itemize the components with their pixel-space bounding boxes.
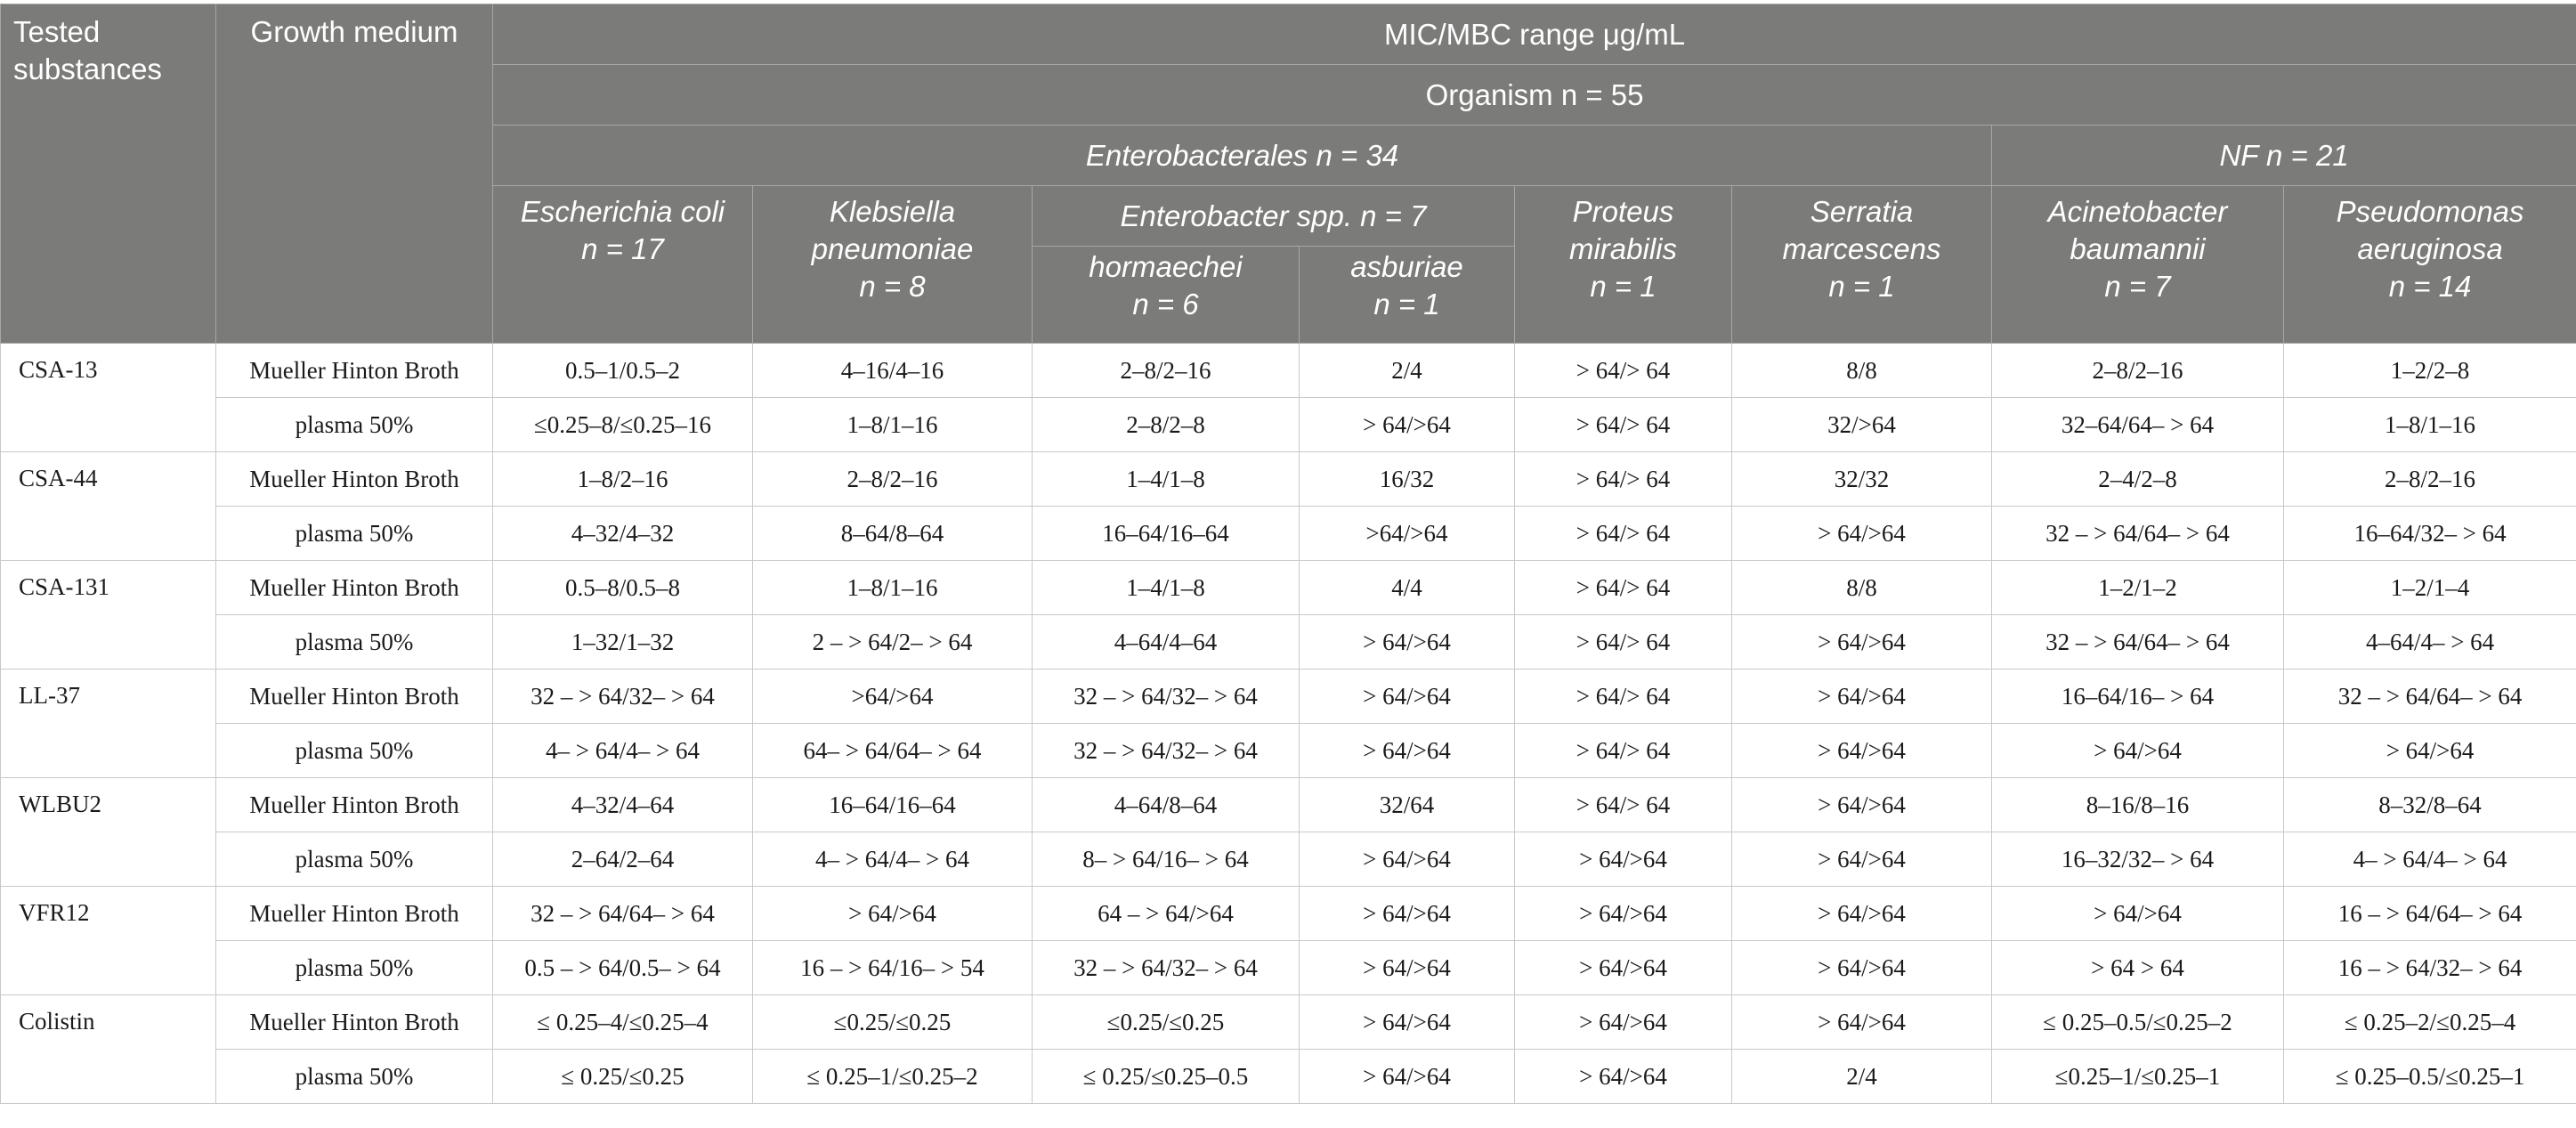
value-cell: 4–16/4–16 [753, 344, 1033, 398]
enterobacter-group-header: Enterobacter spp. n = 7 [1033, 186, 1515, 247]
value-cell: ≤0.25/≤0.25 [1033, 995, 1300, 1050]
value-cell: 16/32 [1300, 452, 1515, 507]
value-cell: > 64/>64 [1732, 507, 1992, 561]
value-cell: 2 – > 64/2– > 64 [753, 615, 1033, 669]
table-row [1, 507, 2576, 561]
value-cell: > 64/>64 [1300, 615, 1515, 669]
table-row [1, 778, 2576, 832]
value-cell: 4–32/4–64 [493, 778, 753, 832]
value-cell: 0.5 – > 64/0.5– > 64 [493, 941, 753, 995]
medium-cell: Mueller Hinton Broth [216, 778, 493, 832]
value-cell: 8/8 [1732, 344, 1992, 398]
value-cell: ≤ 0.25/≤0.25 [493, 1050, 753, 1104]
mic-mbc-table [0, 4, 2576, 1104]
value-cell: > 64/> 64 [1515, 344, 1732, 398]
value-cell: 4– > 64/4– > 64 [2284, 832, 2576, 887]
table-row [1, 941, 2576, 995]
substance-cell: CSA-44 [1, 452, 216, 561]
value-cell: >64/>64 [1300, 507, 1515, 561]
medium-cell: plasma 50% [216, 941, 493, 995]
value-cell: 8–64/8–64 [753, 507, 1033, 561]
value-cell: 32 – > 64/32– > 64 [1033, 724, 1300, 778]
medium-cell: plasma 50% [216, 832, 493, 887]
mic-mbc-header: MIC/MBC range μg/mL [493, 4, 2576, 65]
nf-header: NF n = 21 [1992, 126, 2576, 186]
table-row [1, 452, 2576, 507]
value-cell: ≤ 0.25–4/≤0.25–4 [493, 995, 753, 1050]
table-row [1, 995, 2576, 1050]
value-cell: 64– > 64/64– > 64 [753, 724, 1033, 778]
value-cell: > 64/> 64 [1515, 507, 1732, 561]
table-row [1, 561, 2576, 615]
organism-col-header: Proteus mirabilis n = 1 [1515, 186, 1732, 344]
value-cell: > 64/>64 [1300, 669, 1515, 724]
value-cell: ≤0.25–8/≤0.25–16 [493, 398, 753, 452]
value-cell: 8–32/8–64 [2284, 778, 2576, 832]
medium-cell: Mueller Hinton Broth [216, 344, 493, 398]
value-cell: ≤0.25/≤0.25 [753, 995, 1033, 1050]
value-cell: 2–8/2–16 [1033, 344, 1300, 398]
value-cell: > 64/>64 [1515, 941, 1732, 995]
medium-cell: Mueller Hinton Broth [216, 561, 493, 615]
value-cell: > 64/>64 [1515, 1050, 1732, 1104]
value-cell: 2–8/2–16 [753, 452, 1033, 507]
value-cell: 32 – > 64/32– > 64 [493, 669, 753, 724]
table-row [1, 615, 2576, 669]
value-cell: ≤ 0.25/≤0.25–0.5 [1033, 1050, 1300, 1104]
substance-cell: Colistin [1, 995, 216, 1104]
value-cell: 2–8/2–8 [1033, 398, 1300, 452]
value-cell: 32 – > 64/32– > 64 [1033, 669, 1300, 724]
value-cell: > 64/>64 [1732, 832, 1992, 887]
value-cell: 2–8/2–16 [2284, 452, 2576, 507]
value-cell: > 64/>64 [1515, 995, 1732, 1050]
value-cell: 4–32/4–32 [493, 507, 753, 561]
value-cell: > 64/>64 [1300, 887, 1515, 941]
value-cell: 1–8/1–16 [753, 398, 1033, 452]
value-cell: 1–4/1–8 [1033, 452, 1300, 507]
value-cell: 16 – > 64/16– > 54 [753, 941, 1033, 995]
value-cell: 2–64/2–64 [493, 832, 753, 887]
value-cell: ≤0.25–1/≤0.25–1 [1992, 1050, 2284, 1104]
organism-col-header: Klebsiella pneumoniae n = 8 [753, 186, 1033, 344]
value-cell: > 64/>64 [1732, 995, 1992, 1050]
medium-cell: plasma 50% [216, 1050, 493, 1104]
value-cell: > 64/>64 [1992, 887, 2284, 941]
table-row [1, 724, 2576, 778]
value-cell: 16–32/32– > 64 [1992, 832, 2284, 887]
medium-cell: Mueller Hinton Broth [216, 452, 493, 507]
value-cell: > 64/>64 [1300, 995, 1515, 1050]
value-cell: 8– > 64/16– > 64 [1033, 832, 1300, 887]
value-cell: > 64/>64 [1732, 941, 1992, 995]
medium-cell: Mueller Hinton Broth [216, 669, 493, 724]
value-cell: > 64/> 64 [1515, 561, 1732, 615]
value-cell: > 64/> 64 [1515, 452, 1732, 507]
value-cell: 4–64/4–64 [1033, 615, 1300, 669]
value-cell: 32–64/64– > 64 [1992, 398, 2284, 452]
value-cell: 64 – > 64/>64 [1033, 887, 1300, 941]
growth-medium-header: Growth medium [216, 4, 493, 344]
value-cell: 2/4 [1300, 344, 1515, 398]
value-cell: ≤ 0.25–0.5/≤0.25–1 [2284, 1050, 2576, 1104]
table-row [1, 1050, 2576, 1104]
value-cell: 32 – > 64/32– > 64 [1033, 941, 1300, 995]
medium-cell: plasma 50% [216, 398, 493, 452]
value-cell: > 64/>64 [1300, 832, 1515, 887]
value-cell: 0.5–8/0.5–8 [493, 561, 753, 615]
value-cell: 1–8/1–16 [753, 561, 1033, 615]
table-row [1, 398, 2576, 452]
value-cell: ≤ 0.25–1/≤0.25–2 [753, 1050, 1033, 1104]
organism-col-header: Acinetobacter baumannii n = 7 [1992, 186, 2284, 344]
table-row [1, 887, 2576, 941]
value-cell: > 64/> 64 [1515, 615, 1732, 669]
value-cell: 2–8/2–16 [1992, 344, 2284, 398]
value-cell: 32 – > 64/64– > 64 [1992, 507, 2284, 561]
substance-cell: WLBU2 [1, 778, 216, 887]
value-cell: > 64/> 64 [1515, 778, 1732, 832]
value-cell: > 64/> 64 [1515, 398, 1732, 452]
value-cell: > 64/>64 [1300, 941, 1515, 995]
value-cell: > 64/>64 [1732, 778, 1992, 832]
tested-substances-header: Tested substances [1, 4, 216, 344]
value-cell: 16–64/16–64 [753, 778, 1033, 832]
value-cell: 1–8/2–16 [493, 452, 753, 507]
value-cell: > 64/> 64 [1515, 669, 1732, 724]
value-cell: > 64/>64 [1732, 669, 1992, 724]
organism-col-header: Serratia marcescens n = 1 [1732, 186, 1992, 344]
organism-col-header: Escherichia coli n = 17 [493, 186, 753, 344]
value-cell: >64/>64 [753, 669, 1033, 724]
value-cell: > 64/>64 [2284, 724, 2576, 778]
medium-cell: Mueller Hinton Broth [216, 995, 493, 1050]
value-cell: 8/8 [1732, 561, 1992, 615]
value-cell: > 64/> 64 [1515, 724, 1732, 778]
value-cell: 32/32 [1732, 452, 1992, 507]
organism-col-header: Pseudomonas aeruginosa n = 14 [2284, 186, 2576, 344]
value-cell: 1–2/2–8 [2284, 344, 2576, 398]
value-cell: > 64/>64 [1992, 724, 2284, 778]
value-cell: > 64/>64 [1732, 887, 1992, 941]
value-cell: 1–32/1–32 [493, 615, 753, 669]
value-cell: 32 – > 64/64– > 64 [493, 887, 753, 941]
value-cell: 4–64/8–64 [1033, 778, 1300, 832]
value-cell: > 64/>64 [1300, 724, 1515, 778]
value-cell: 2–4/2–8 [1992, 452, 2284, 507]
medium-cell: plasma 50% [216, 724, 493, 778]
organism-header: Organism n = 55 [493, 65, 2576, 126]
value-cell: 1–2/1–4 [2284, 561, 2576, 615]
substance-cell: VFR12 [1, 887, 216, 995]
value-cell: 32/>64 [1732, 398, 1992, 452]
medium-cell: Mueller Hinton Broth [216, 887, 493, 941]
value-cell: 32/64 [1300, 778, 1515, 832]
value-cell: > 64/>64 [753, 887, 1033, 941]
value-cell: 16 – > 64/64– > 64 [2284, 887, 2576, 941]
value-cell: 16–64/32– > 64 [2284, 507, 2576, 561]
value-cell: 4– > 64/4– > 64 [493, 724, 753, 778]
table-body [1, 344, 2576, 1104]
value-cell: 16–64/16– > 64 [1992, 669, 2284, 724]
value-cell: 4–64/4– > 64 [2284, 615, 2576, 669]
value-cell: 16–64/16–64 [1033, 507, 1300, 561]
value-cell: 1–8/1–16 [2284, 398, 2576, 452]
value-cell: 2/4 [1732, 1050, 1992, 1104]
substance-cell: LL-37 [1, 669, 216, 778]
table-row [1, 669, 2576, 724]
value-cell: > 64/>64 [1732, 724, 1992, 778]
table-row [1, 832, 2576, 887]
value-cell: 1–2/1–2 [1992, 561, 2284, 615]
value-cell: 4/4 [1300, 561, 1515, 615]
value-cell: > 64/>64 [1515, 887, 1732, 941]
value-cell: > 64 > 64 [1992, 941, 2284, 995]
value-cell: 0.5–1/0.5–2 [493, 344, 753, 398]
value-cell: 32 – > 64/64– > 64 [2284, 669, 2576, 724]
value-cell: 4– > 64/4– > 64 [753, 832, 1033, 887]
table-header [1, 4, 2576, 344]
medium-cell: plasma 50% [216, 615, 493, 669]
value-cell: > 64/>64 [1732, 615, 1992, 669]
value-cell: > 64/>64 [1300, 1050, 1515, 1104]
substance-cell: CSA-13 [1, 344, 216, 452]
table-row [1, 344, 2576, 398]
enterobacterales-header: Enterobacterales n = 34 [493, 126, 1992, 186]
medium-cell: plasma 50% [216, 507, 493, 561]
value-cell: ≤ 0.25–0.5/≤0.25–2 [1992, 995, 2284, 1050]
value-cell: 1–4/1–8 [1033, 561, 1300, 615]
organism-col-header: asburiae n = 1 [1300, 247, 1515, 344]
value-cell: > 64/>64 [1300, 398, 1515, 452]
substance-cell: CSA-131 [1, 561, 216, 669]
value-cell: > 64/>64 [1515, 832, 1732, 887]
value-cell: 32 – > 64/64– > 64 [1992, 615, 2284, 669]
value-cell: ≤ 0.25–2/≤0.25–4 [2284, 995, 2576, 1050]
value-cell: 8–16/8–16 [1992, 778, 2284, 832]
organism-col-header: hormaechei n = 6 [1033, 247, 1300, 344]
value-cell: 16 – > 64/32– > 64 [2284, 941, 2576, 995]
